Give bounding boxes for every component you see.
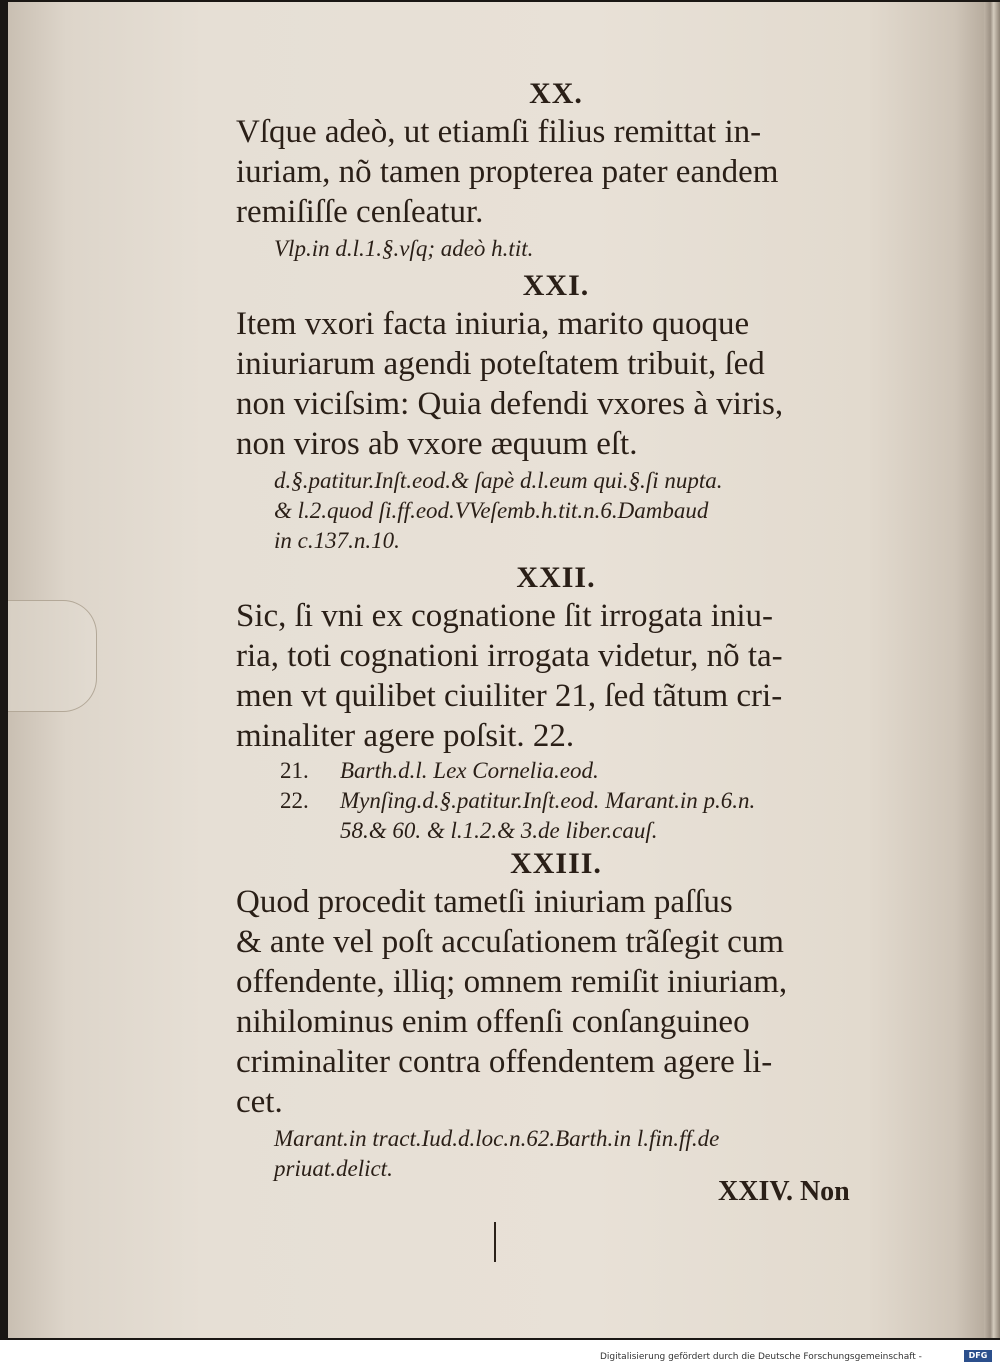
page-edge	[984, 2, 1000, 1338]
citation	[274, 234, 876, 264]
text-line: minaliter agere poſsit. 22.	[236, 718, 575, 754]
section-paragraph	[236, 304, 876, 464]
section-paragraph	[236, 112, 876, 232]
section-numeral: XXII.	[516, 561, 596, 594]
text-line: non viros ab vxore æquum eſt.	[236, 426, 638, 462]
dfg-logo: DFG	[964, 1350, 992, 1362]
footnote-text: Barth.d.l. Lex Cornelia.eod.	[340, 758, 599, 783]
text-line: criminaliter contra offendentem agere li-	[236, 1044, 773, 1080]
footnote	[280, 786, 876, 816]
footnote-text: Mynſing.d.§.patitur.Inſt.eod. Marant.in p.6.n.	[340, 788, 756, 813]
text-line: cet.	[236, 1084, 283, 1120]
digitization-credit: Digitalisierung gefördert durch die Deutsche Forschungsgemeinschaft -	[600, 1352, 922, 1362]
section-paragraph	[236, 882, 876, 1122]
citation	[274, 1124, 876, 1184]
text-line: Sic, ſi vni ex cognatione ſit irrogata iniu-	[236, 598, 774, 634]
section-numeral: XXI.	[522, 269, 590, 302]
page-text	[236, 76, 876, 1188]
text-line: non viciſsim: Quia defendi vxores à viris,	[236, 386, 784, 422]
text-line: & ante vel poſt accuſationem trãſegit cum	[236, 924, 784, 960]
text-line: ria, toti cognationi irrogata videtur, nõ ta-	[236, 638, 783, 674]
section-numeral: XXIII.	[510, 847, 602, 880]
ink-mark	[494, 1222, 496, 1262]
citation-line: Marant.in tract.Iud.d.loc.n.62.Barth.in l.fin.ff.de	[274, 1126, 720, 1151]
text-line: Quod procedit tametſi iniuriam paſſus	[236, 884, 733, 920]
section-paragraph	[236, 596, 876, 756]
footnote-number: 21.	[280, 758, 309, 783]
citation	[274, 466, 876, 556]
citation-line: in c.137.n.10.	[274, 528, 400, 553]
text-line: remiſiſſe cenſeatur.	[236, 194, 484, 230]
text-line: nihilominus enim offenſi conſanguineo	[236, 1004, 750, 1040]
citation-line: & l.2.quod ſi.ff.eod.VVeſemb.h.tit.n.6.Dambaud	[274, 498, 709, 523]
footnotes	[280, 756, 876, 846]
text-line: offendente, illiq; omnem remiſit iniuriam,	[236, 964, 788, 1000]
footnote	[280, 756, 876, 786]
citation-line: Vlp.in d.l.1.§.vſq; adeò h.tit.	[274, 236, 534, 261]
text-line: Vſque adeò, ut etiamſi filius remittat in-	[236, 114, 762, 150]
text-line: iuriam, nõ tamen propterea pater eandem	[236, 154, 779, 190]
text-line: Item vxori facta iniuria, marito quoque	[236, 306, 750, 342]
text-line: men vt quilibet ciuiliter 21, ſed tãtum cri-	[236, 678, 783, 714]
citation-line: d.§.patitur.Inſt.eod.& ſapè d.l.eum qui.§.ſi nupta.	[274, 468, 723, 493]
footnote-number: 22.	[280, 788, 309, 813]
page-tab-marker	[8, 600, 97, 712]
citation-line: priuat.delict.	[274, 1156, 393, 1181]
section-numeral: XX.	[529, 77, 583, 110]
footnote-text: 58.& 60. & l.1.2.& 3.de liber.cauſ.	[340, 818, 658, 843]
catchword: XXIV. Non	[718, 1176, 850, 1207]
text-line: iniuriarum agendi poteſtatem tribuit, ſed	[236, 346, 765, 382]
